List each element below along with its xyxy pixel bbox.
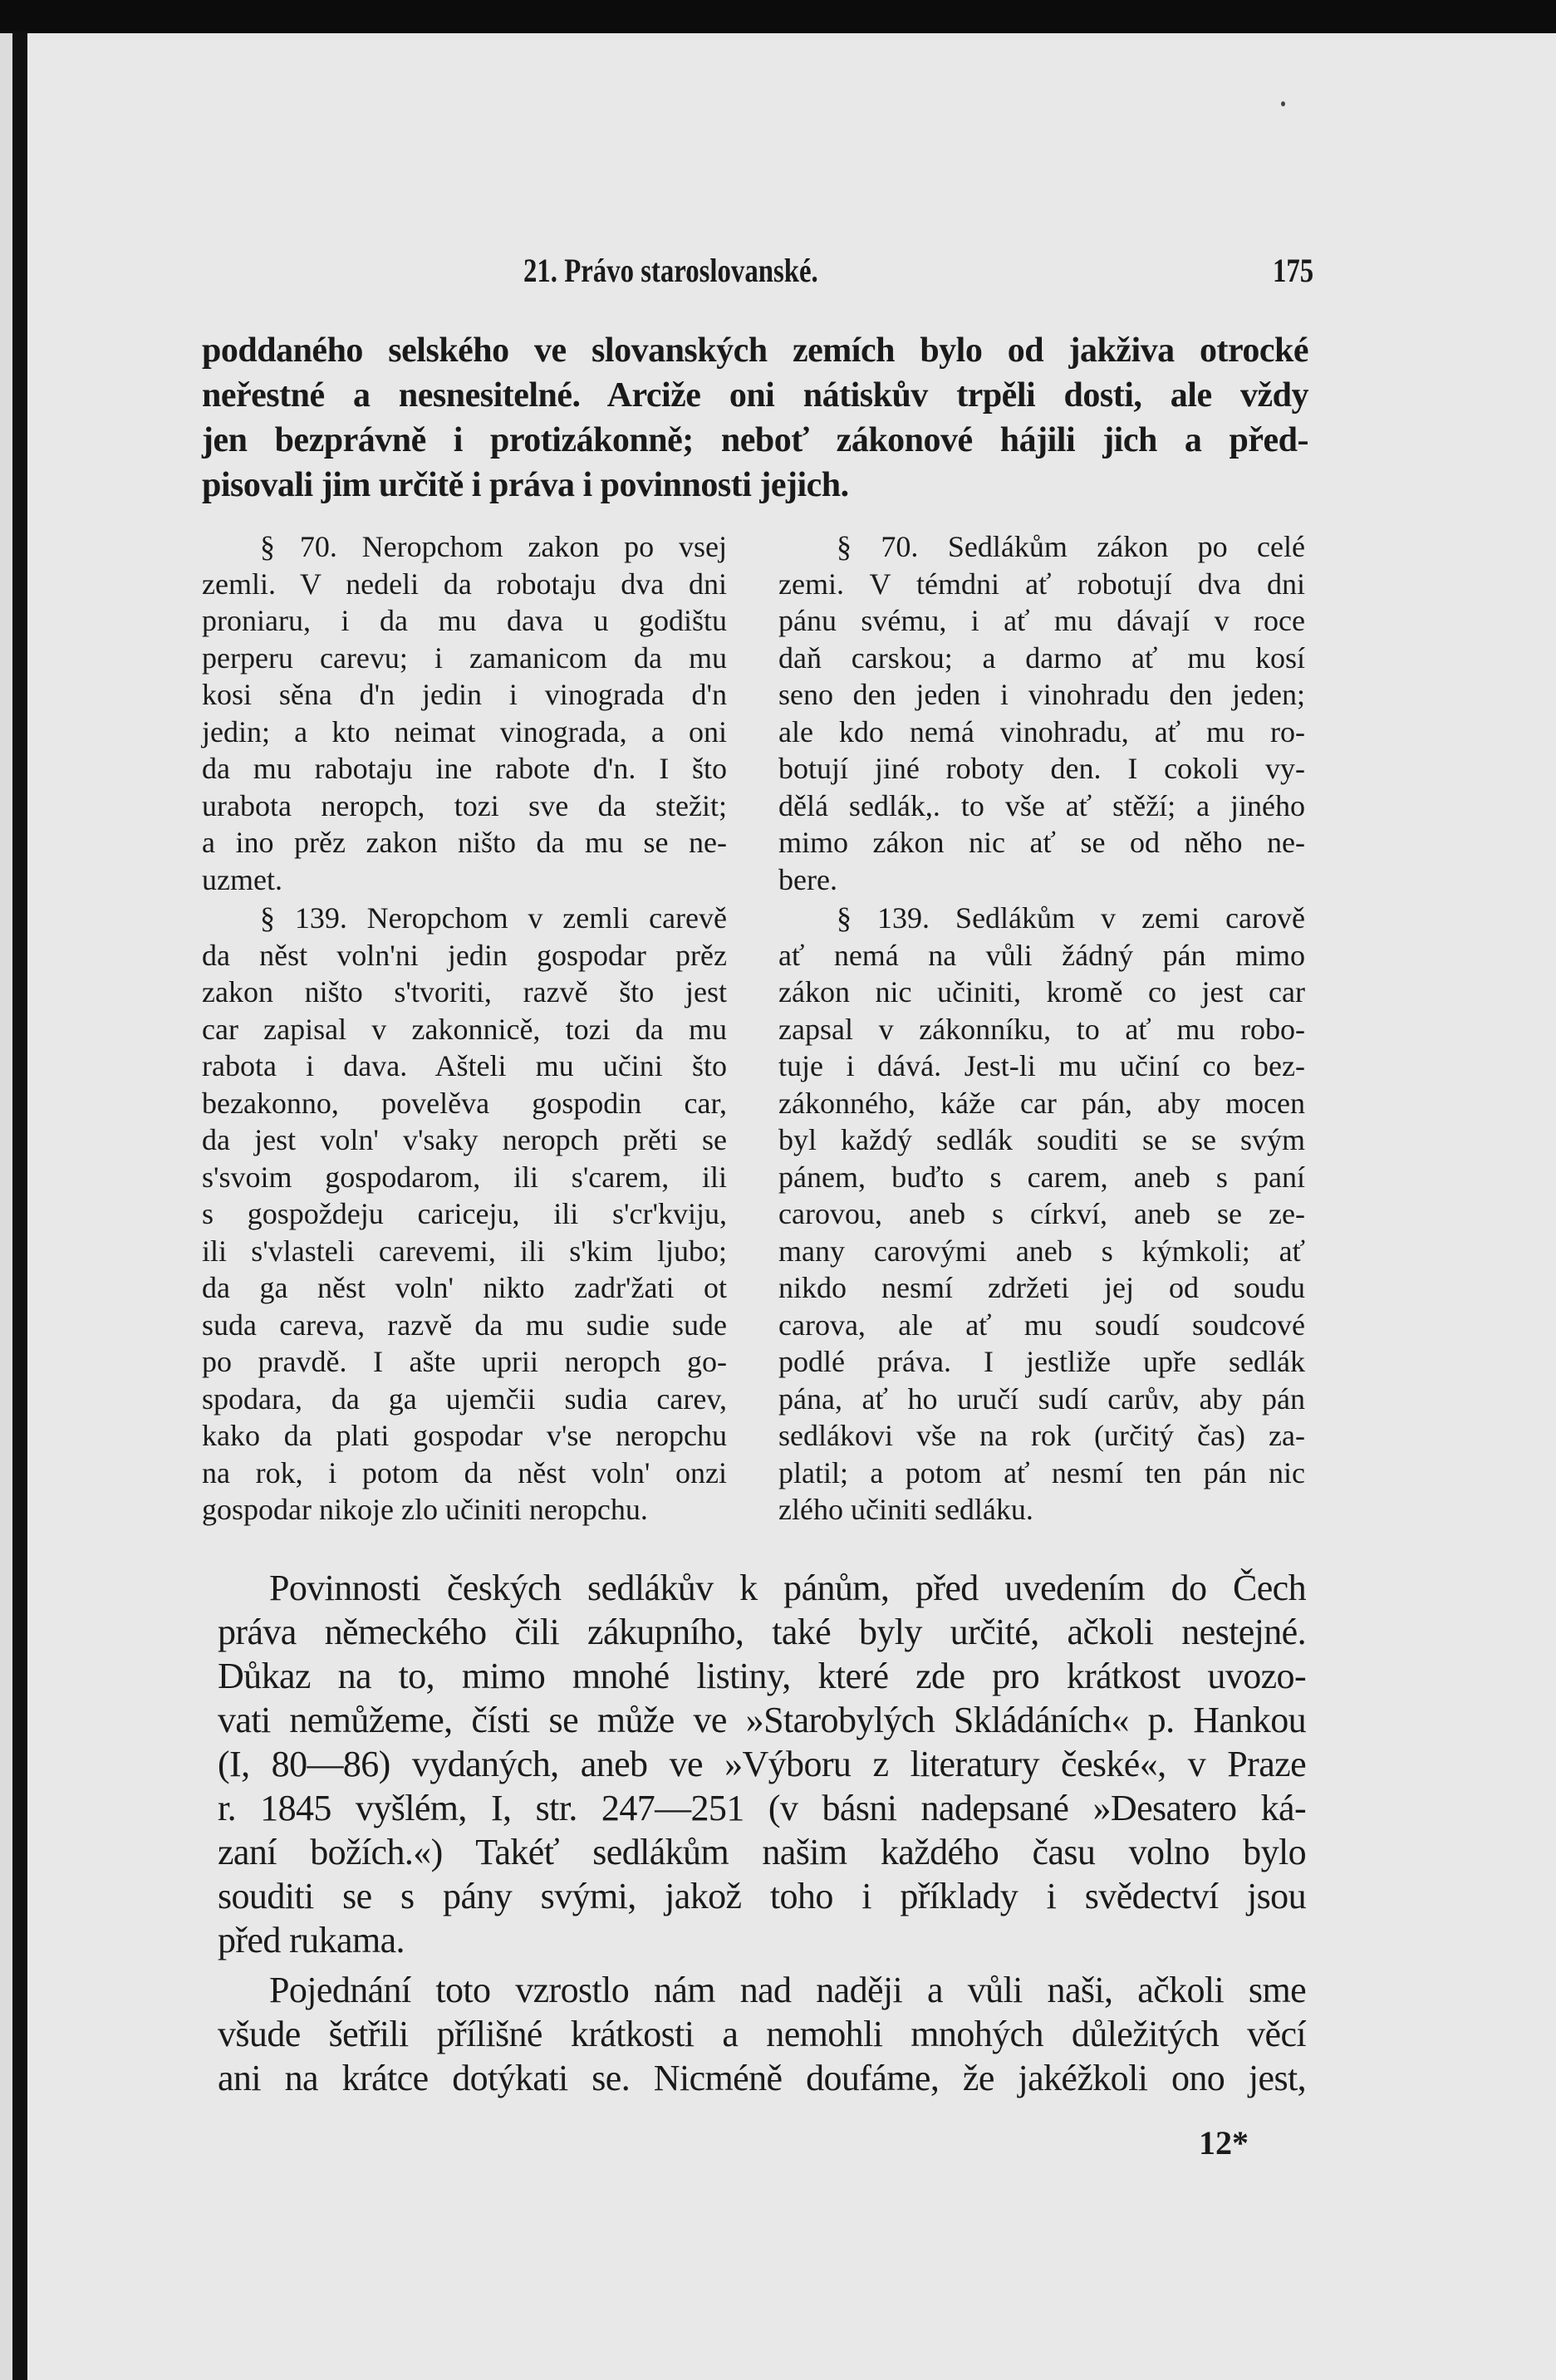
text-line: ani na krátce dotýkati se. Nicméně doufáme, že jakéžkoli ono jest, [218, 2058, 1306, 2098]
text-line: § 70. Neropchom zakon po vsej [260, 530, 727, 563]
text-line: pána, ať ho uručí sudí carův, aby pán [778, 1381, 1305, 1416]
text-line: po pravdě. I ašte uprii neropch go- [202, 1345, 727, 1378]
text-line: many carovými aneb s kýmkoli; ať [778, 1234, 1305, 1268]
text-line: (I, 80—86) vydaných, aneb ve »Výboru z literatury české«, v Praze [218, 1744, 1306, 1784]
running-header-title: 21. Právo staroslovanské. [523, 252, 818, 289]
right-column-section-70 [778, 528, 1305, 898]
text-line: poddaného selského ve slovanských zemích bylo od jakživa otrocké [202, 331, 1308, 370]
text-line: zákonného, káže car pán, aby mocen [778, 1086, 1305, 1120]
text-line: da mu rabotaju ine rabote d'n. I što [202, 752, 727, 785]
body-paragraph-2 [218, 1968, 1306, 2100]
text-line: jedin; a kto neimat vinograda, a oni [202, 714, 727, 748]
text-line: da jest voln' v'saky neropch prěti se [202, 1123, 727, 1156]
text-line: spodara, da ga ujemčii sudia carev, [202, 1381, 727, 1416]
text-line: kosi sěna d'n jedin i vinograda d'n [202, 678, 727, 711]
text-line: sedlákovi vše na rok (určitý čas) za- [778, 1419, 1305, 1452]
left-column-section-70 [202, 528, 727, 898]
text-line: seno den jeden i vinohradu den jeden; [778, 678, 1305, 711]
text-line: botují jiné roboty den. I cokoli vy- [778, 752, 1305, 785]
text-line: nikdo nesmí zdržeti jej od soudu [778, 1271, 1305, 1304]
text-line: neřestné a nesnesitelné. Arciže oni nátiskův trpěli dosti, ale vždy [202, 376, 1308, 415]
text-line: § 70. Sedlákům zákon po celé [837, 530, 1305, 563]
text-line: bezakonno, povelěva gospodin car, [202, 1086, 727, 1120]
scan-edge-left [0, 33, 12, 2380]
right-column-section-139 [778, 900, 1305, 1529]
text-line: zaní božích.«) Takéť sedlákům našim každého času volno bylo [218, 1832, 1306, 1872]
text-line: jen bezprávně i protizákonně; neboť zákonové hájili jich a před- [202, 421, 1308, 459]
intro-paragraph [202, 328, 1308, 508]
book-spine-edge [12, 32, 27, 2380]
text-line: da ga něst voln' nikto zadr'žati ot [202, 1271, 727, 1304]
text-line: Povinnosti českých sedlákův k pánům, před uvedením do Čech [269, 1568, 1306, 1608]
scan-speck [1281, 101, 1285, 106]
page-number: 175 [1273, 252, 1314, 289]
text-line: tuje i dává. Jest-li mu učiní co bez- [778, 1049, 1305, 1082]
text-line: všude šetřili přílišné krátkosti a nemohli mnohých důležitých věcí [218, 2014, 1306, 2054]
text-line: zemi. V témdni ať robotují dva dni [778, 567, 1305, 601]
text-line: pisovali jim určitě i práva i povinnosti jejich. [202, 466, 849, 504]
text-line: na rok, i potom da něst voln' onzi [202, 1455, 727, 1489]
text-line: rabota i dava. Ašteli mu učini što [202, 1049, 727, 1082]
text-line: perperu carevu; i zamanicom da mu [202, 640, 727, 675]
text-line: zlého učiniti sedláku. [778, 1493, 1033, 1526]
text-line: zemli. V nedeli da robotaju dva dni [202, 567, 727, 601]
text-line: daň carskou; a darmo ať mu kosí [778, 640, 1305, 675]
text-line: zakon ništo s'tvoriti, razvě što jest [202, 975, 727, 1008]
text-line: podlé práva. I jestliže upře sedlák [778, 1345, 1305, 1378]
text-line: před rukama. [218, 1920, 405, 1960]
text-line: bere. [778, 862, 837, 896]
text-line: uzmet. [202, 862, 282, 896]
text-line: kako da plati gospodar v'se neropchu [202, 1419, 727, 1452]
text-line: zákon nic učiniti, kromě co jest car [778, 975, 1305, 1008]
text-line: carovou, aneb s církví, aneb se ze- [778, 1197, 1305, 1230]
left-column-section-139 [202, 900, 727, 1529]
text-line: a ino prěz zakon ništo da mu se ne- [202, 826, 727, 859]
text-line: gospodar nikoje zlo učiniti neropchu. [202, 1493, 648, 1526]
text-line: práva německého čili zákupního, také byly určité, ačkoli nestejné. [218, 1612, 1306, 1652]
text-line: mimo zákon nic ať se od něho ne- [778, 826, 1305, 859]
text-line: § 139. Neropchom v zemli carevě [260, 901, 727, 935]
scan-border-top [0, 0, 1556, 33]
text-line: urabota neropch, tozi sve da stežit; [202, 788, 727, 822]
text-line: da něst voln'ni jedin gospodar prěz [202, 938, 727, 972]
text-line: s'svoim gospodarom, ili s'carem, ili [202, 1160, 727, 1194]
body-paragraph-1 [218, 1566, 1306, 1962]
text-line: souditi se s pány svými, jakož toho i příklady i svědectví jsou [218, 1876, 1306, 1916]
text-line: proniaru, i da mu dava u godištu [202, 604, 727, 637]
text-line: r. 1845 vyšlém, I, str. 247—251 (v básni nadepsané »Desatero ká- [218, 1788, 1306, 1828]
text-line: Pojednání toto vzrostlo nám nad naději a vůli naši, ačkoli sme [269, 1970, 1306, 2010]
text-line: pánu svému, i ať mu dávají v roce [778, 604, 1305, 637]
text-line: s gospoždeju cariceju, ili s'cr'kviju, [202, 1197, 727, 1230]
text-line: § 139. Sedlákům v zemi carově [837, 901, 1305, 935]
text-line: byl každý sedlák souditi se se svým [778, 1123, 1305, 1156]
text-line: car zapisal v zakonnicě, tozi da mu [202, 1012, 727, 1046]
text-line: pánem, buďto s carem, aneb s paní [778, 1160, 1305, 1194]
text-line: suda careva, razvě da mu sudie sude [202, 1308, 727, 1342]
text-line: zapsal v zákonníku, to ať mu robo- [778, 1012, 1305, 1046]
text-line: ale kdo nemá vinohradu, ať mu ro- [778, 714, 1305, 748]
text-line: dělá sedlák,. to vše ať stěží; a jiného [778, 788, 1305, 822]
text-line: ať nemá na vůli žádný pán mimo [778, 938, 1305, 972]
text-line: vati nemůžeme, čísti se může ve »Starobylých Skládáních« p. Hankou [218, 1700, 1306, 1740]
text-line: carova, ale ať mu soudí soudcové [778, 1308, 1305, 1342]
text-line: platil; a potom ať nesmí ten pán nic [778, 1455, 1305, 1489]
text-line: ili s'vlasteli carevemi, ili s'kim ljubo; [202, 1234, 727, 1268]
text-line: Důkaz na to, mimo mnohé listiny, které zde pro krátkost uvozo- [218, 1656, 1306, 1696]
printer-signature-mark: 12* [1199, 2124, 1249, 2162]
